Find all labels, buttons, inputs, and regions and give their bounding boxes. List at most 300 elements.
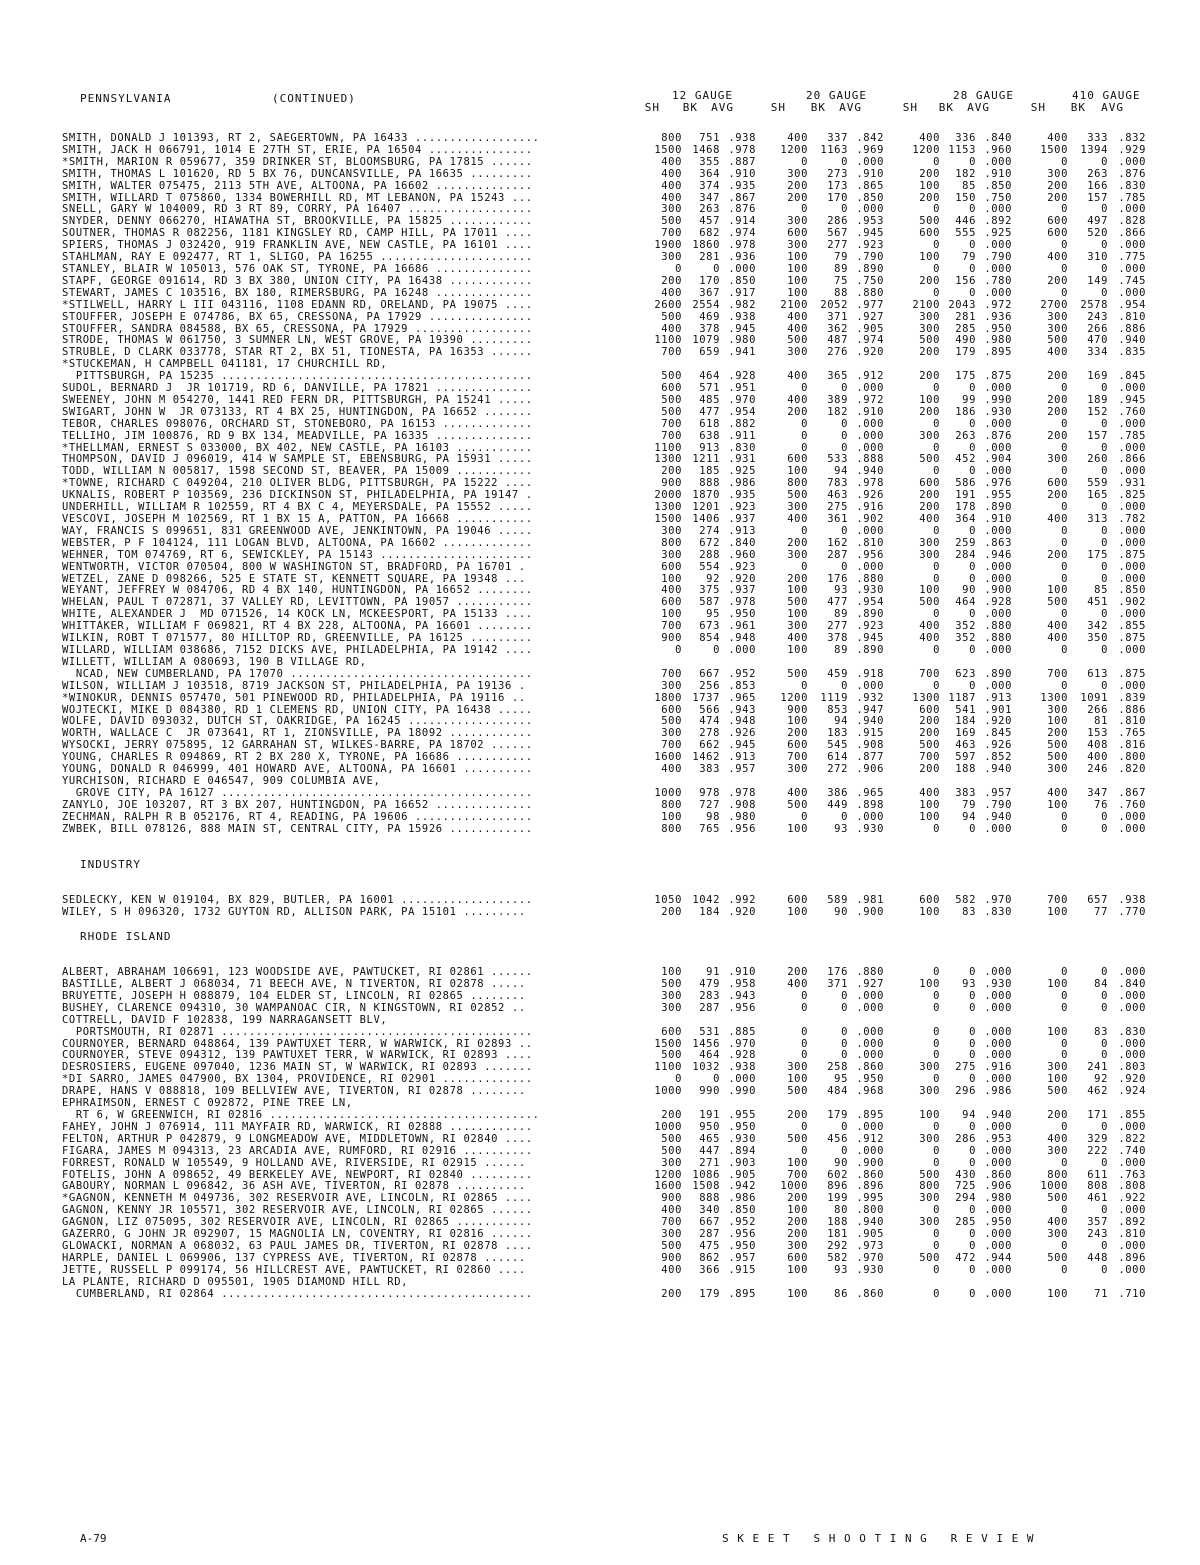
bk-cell: 487 bbox=[827, 335, 848, 347]
bk-cell: 0 bbox=[1101, 1157, 1108, 1169]
avg-cell: .000 bbox=[728, 263, 756, 275]
table-row bbox=[62, 157, 1146, 169]
sh-cell: 700 bbox=[661, 621, 682, 633]
bk-cell: 93 bbox=[834, 823, 848, 835]
bk-cell: 0 bbox=[841, 418, 848, 430]
sh-cell: 500 bbox=[787, 490, 808, 502]
table-row bbox=[62, 1003, 1146, 1015]
sh-cell: 0 bbox=[801, 811, 808, 823]
bk-cell: 0 bbox=[969, 823, 976, 835]
table-row bbox=[62, 740, 1146, 752]
avg-cell: .910 bbox=[728, 967, 756, 979]
sh-cell: 2100 bbox=[912, 299, 940, 311]
bk-cell: 725 bbox=[955, 1181, 976, 1193]
avg-cell: .765 bbox=[1118, 728, 1146, 740]
bk-cell: 469 bbox=[699, 311, 720, 323]
sh-cell: 300 bbox=[919, 1193, 940, 1205]
sh-cell: 0 bbox=[801, 990, 808, 1002]
bk-cell: 1079 bbox=[692, 335, 720, 347]
bk-cell: 0 bbox=[1101, 263, 1108, 275]
avg-cell: .913 bbox=[728, 525, 756, 537]
bk-cell: 497 bbox=[1087, 216, 1108, 228]
bk-cell: 378 bbox=[699, 323, 720, 335]
bk-cell: 278 bbox=[699, 728, 720, 740]
sh-cell: 200 bbox=[919, 192, 940, 204]
avg-cell: .990 bbox=[984, 394, 1012, 406]
avg-cell: .785 bbox=[1118, 192, 1146, 204]
sh-cell: 800 bbox=[787, 478, 808, 490]
bk-cell: 0 bbox=[1101, 240, 1108, 252]
table-row bbox=[62, 574, 1146, 586]
bk-cell: 364 bbox=[699, 168, 720, 180]
sh-cell: 0 bbox=[1061, 1240, 1068, 1252]
avg-cell: .926 bbox=[728, 728, 756, 740]
sh-cell: 0 bbox=[933, 1002, 940, 1014]
sh-cell: 200 bbox=[661, 907, 682, 919]
sh-cell: 700 bbox=[661, 418, 682, 430]
avg-cell: .908 bbox=[728, 799, 756, 811]
shooter-entry: DRAPE, HANS V 088818, 109 BELLVIEW AVE, TIVERTON, RI 02878 ........ bbox=[62, 1086, 526, 1098]
shooter-entry: *THELLMAN, ERNEST S 033000, BX 402, NEW CASTLE, PA 16103 ........... bbox=[62, 442, 533, 454]
sh-cell: 600 bbox=[919, 704, 940, 716]
sh-cell: 500 bbox=[661, 1240, 682, 1252]
avg-cell: .896 bbox=[1118, 1252, 1146, 1264]
sh-cell: 0 bbox=[801, 1050, 808, 1062]
avg-cell: .914 bbox=[728, 216, 756, 228]
table-row bbox=[62, 514, 1146, 526]
avg-cell: .850 bbox=[1118, 585, 1146, 597]
shooter-entry: SUDOL, BERNARD J JR 101719, RD 6, DANVILLE, PA 17821 .............. bbox=[62, 383, 533, 395]
sh-cell: 400 bbox=[1047, 514, 1068, 525]
bk-cell: 281 bbox=[699, 252, 720, 264]
avg-cell: .910 bbox=[984, 168, 1012, 180]
bk-cell: 342 bbox=[1087, 621, 1108, 633]
shooter-entry: PORTSMOUTH, RI 02871 ............................................. bbox=[62, 1026, 533, 1038]
bk-cell: 183 bbox=[827, 728, 848, 740]
shooter-entry: TEBOR, CHARLES 098076, ORCHARD ST, STONEBORO, PA 16153 ............. bbox=[62, 418, 533, 430]
bk-cell: 1032 bbox=[692, 1062, 720, 1074]
bk-cell: 90 bbox=[834, 1157, 848, 1169]
bk-cell: 170 bbox=[827, 192, 848, 204]
shooter-entry: *STILWELL, HARRY L III 043116, 1108 EDANN RD, ORELAND, PA 19075 .... bbox=[62, 299, 533, 311]
sh-cell: 0 bbox=[1061, 680, 1068, 692]
shooter-entry: DESROSIERS, EUGENE 097040, 1236 MAIN ST, W WARWICK, RI 02893 ....... bbox=[62, 1062, 533, 1074]
bk-cell: 383 bbox=[955, 787, 976, 799]
bk-cell: 0 bbox=[969, 1264, 976, 1276]
bk-cell: 475 bbox=[699, 1240, 720, 1252]
sh-cell: 1500 bbox=[654, 144, 682, 156]
bk-cell: 357 bbox=[1087, 1217, 1108, 1229]
table-row bbox=[62, 812, 1146, 824]
bk-cell: 176 bbox=[827, 573, 848, 585]
bk-cell: 485 bbox=[699, 394, 720, 406]
sh-cell: 300 bbox=[1047, 1062, 1068, 1074]
sh-cell: 700 bbox=[661, 430, 682, 442]
sh-cell: 0 bbox=[801, 156, 808, 168]
shooter-entry: WYSOCKI, JERRY 075895, 12 GARRAHAN ST, WILKES-BARRE, PA 18702 ...... bbox=[62, 740, 533, 752]
shooter-entry: STRUBLE, D CLARK 033778, STAR RT 2, BX 51, TIONESTA, PA 16353 ...... bbox=[62, 347, 533, 359]
bk-cell: 0 bbox=[969, 990, 976, 1002]
sh-cell: 1500 bbox=[1040, 144, 1068, 156]
avg-cell: .972 bbox=[856, 394, 884, 406]
avg-cell: .000 bbox=[1118, 1121, 1146, 1133]
avg-cell: .943 bbox=[728, 704, 756, 716]
avg-cell: .000 bbox=[856, 418, 884, 430]
shooter-entry: SPIERS, THOMAS J 032420, 919 FRANKLIN AVE, NEW CASTLE, PA 16101 .... bbox=[62, 240, 533, 252]
sh-cell: 500 bbox=[919, 335, 940, 347]
sh-cell: 100 bbox=[661, 811, 682, 823]
bk-cell: 1042 bbox=[692, 895, 720, 907]
avg-cell: .950 bbox=[728, 609, 756, 621]
avg-cell: .880 bbox=[856, 573, 884, 585]
bk-cell: 0 bbox=[1101, 418, 1108, 430]
bk-cell: 0 bbox=[713, 644, 720, 656]
sh-cell: 0 bbox=[801, 1145, 808, 1157]
avg-cell: .951 bbox=[728, 383, 756, 395]
avg-cell: .000 bbox=[856, 430, 884, 442]
avg-cell: .927 bbox=[856, 311, 884, 323]
avg-cell: .950 bbox=[856, 1074, 884, 1086]
sh-cell: 2100 bbox=[780, 299, 808, 311]
bk-cell: 0 bbox=[969, 418, 976, 430]
bk-cell: 0 bbox=[969, 240, 976, 252]
avg-cell: .000 bbox=[1118, 287, 1146, 299]
sh-cell: 0 bbox=[1061, 287, 1068, 299]
avg-cell: .880 bbox=[984, 633, 1012, 645]
bk-cell: 0 bbox=[1101, 1240, 1108, 1252]
bk-cell: 0 bbox=[969, 466, 976, 478]
avg-cell: .978 bbox=[856, 478, 884, 490]
shooter-entry: WAY, FRANCIS S 099651, 831 GREENWOOD AVE, JENKINTOWN, PA 19046 ..... bbox=[62, 525, 533, 537]
avg-cell: .950 bbox=[984, 1217, 1012, 1229]
avg-cell: .978 bbox=[728, 787, 756, 799]
avg-cell: .954 bbox=[856, 597, 884, 609]
sh-cell: 300 bbox=[919, 323, 940, 335]
bk-cell: 452 bbox=[955, 454, 976, 466]
sh-cell: 300 bbox=[919, 1086, 940, 1098]
table-row bbox=[62, 228, 1146, 240]
avg-cell: .944 bbox=[984, 1252, 1012, 1264]
bk-cell: 0 bbox=[969, 609, 976, 621]
bk-cell: 79 bbox=[962, 252, 976, 264]
bk-cell: 2554 bbox=[692, 299, 720, 311]
bk-cell: 175 bbox=[955, 371, 976, 383]
bk-cell: 0 bbox=[841, 1002, 848, 1014]
avg-cell: .956 bbox=[728, 1229, 756, 1241]
bk-cell: 347 bbox=[1087, 787, 1108, 799]
sh-cell: 500 bbox=[1047, 1252, 1068, 1264]
bk-cell: 474 bbox=[699, 716, 720, 728]
avg-cell: .935 bbox=[728, 490, 756, 502]
bk-cell: 188 bbox=[827, 1217, 848, 1229]
bk-cell: 77 bbox=[1094, 907, 1108, 919]
bk-cell: 566 bbox=[699, 704, 720, 716]
bk-cell: 0 bbox=[841, 1050, 848, 1062]
avg-cell: .000 bbox=[984, 466, 1012, 478]
sh-cell: 300 bbox=[919, 430, 940, 442]
bk-cell: 0 bbox=[841, 561, 848, 573]
shooter-entry: WILLETT, WILLIAM A 080693, 190 B VILLAGE RD, bbox=[62, 656, 367, 668]
avg-cell: .965 bbox=[856, 787, 884, 799]
avg-cell: .910 bbox=[728, 168, 756, 180]
sh-cell: 400 bbox=[661, 1205, 682, 1217]
avg-cell: .926 bbox=[984, 740, 1012, 752]
sh-cell: 0 bbox=[933, 442, 940, 454]
bk-cell: 896 bbox=[827, 1181, 848, 1193]
avg-cell: .820 bbox=[1118, 764, 1146, 776]
bk-cell: 93 bbox=[962, 979, 976, 990]
avg-cell: .925 bbox=[728, 466, 756, 478]
sh-cell: 700 bbox=[661, 347, 682, 359]
sh-cell: 300 bbox=[919, 1217, 940, 1229]
bk-cell: 179 bbox=[699, 1288, 720, 1300]
sh-cell: 100 bbox=[787, 907, 808, 919]
avg-cell: .953 bbox=[984, 1133, 1012, 1145]
avg-cell: .886 bbox=[1118, 704, 1146, 716]
table-row bbox=[62, 907, 1146, 919]
shooter-entry: ZWBEK, BILL 078126, 888 MAIN ST, CENTRAL CITY, PA 15926 ............ bbox=[62, 823, 533, 835]
bk-cell: 586 bbox=[955, 478, 976, 490]
bk-cell: 682 bbox=[699, 228, 720, 240]
sh-cell: 400 bbox=[1047, 252, 1068, 264]
sh-cell: 0 bbox=[1061, 537, 1068, 549]
sh-cell: 600 bbox=[787, 228, 808, 240]
shooter-entry: FORREST, RONALD W 105549, 9 HOLLAND AVE, RIVERSIDE, RI 02915 ...... bbox=[62, 1157, 526, 1169]
avg-cell: .000 bbox=[1118, 644, 1146, 656]
avg-cell: .000 bbox=[1118, 1002, 1146, 1014]
avg-cell: .976 bbox=[984, 478, 1012, 490]
table-row bbox=[62, 1134, 1146, 1146]
shooter-entry: WILEY, S H 096320, 1732 GUYTON RD, ALLISON PARK, PA 15101 ......... bbox=[62, 907, 526, 919]
shooter-entry: SMITH, DONALD J 101393, RT 2, SAEGERTOWN, PA 16433 .................. bbox=[62, 133, 540, 144]
avg-cell: .890 bbox=[984, 502, 1012, 514]
sh-cell: 100 bbox=[787, 1264, 808, 1276]
sh-cell: 0 bbox=[801, 442, 808, 454]
avg-cell: .995 bbox=[856, 1193, 884, 1205]
bk-cell: 296 bbox=[955, 1086, 976, 1098]
bk-cell: 1163 bbox=[820, 144, 848, 156]
sh-cell: 600 bbox=[661, 704, 682, 716]
avg-cell: .810 bbox=[1118, 716, 1146, 728]
bk-cell: 463 bbox=[827, 490, 848, 502]
sh-cell: 200 bbox=[661, 1109, 682, 1121]
sh-cell: 700 bbox=[919, 668, 940, 680]
sh-cell: 0 bbox=[933, 1205, 940, 1217]
avg-cell: .866 bbox=[1118, 454, 1146, 466]
bk-cell: 95 bbox=[834, 1074, 848, 1086]
avg-cell: .000 bbox=[1118, 1050, 1146, 1062]
sh-cell: 1000 bbox=[780, 1181, 808, 1193]
avg-cell: .970 bbox=[984, 895, 1012, 907]
avg-cell: .000 bbox=[984, 680, 1012, 692]
bk-cell: 152 bbox=[1087, 406, 1108, 418]
avg-cell: .000 bbox=[984, 156, 1012, 168]
sh-cell: 200 bbox=[1047, 180, 1068, 192]
bk-cell: 0 bbox=[1101, 156, 1108, 168]
avg-cell: .000 bbox=[984, 1145, 1012, 1157]
bk-cell: 271 bbox=[699, 1157, 720, 1169]
shooter-entry: GLOWACKI, NORMAN A 068032, 63 PAUL JAMES DR, TIVERTON, RI 02878 .... bbox=[62, 1240, 533, 1252]
avg-cell: .830 bbox=[984, 907, 1012, 919]
table-row bbox=[62, 145, 1146, 157]
bk-cell: 463 bbox=[955, 740, 976, 752]
sh-cell: 1300 bbox=[654, 502, 682, 514]
sh-cell: 300 bbox=[661, 525, 682, 537]
bk-cell: 71 bbox=[1094, 1288, 1108, 1300]
bk-cell: 611 bbox=[1087, 1169, 1108, 1181]
bk-cell: 531 bbox=[699, 1026, 720, 1038]
avg-cell: .982 bbox=[728, 299, 756, 311]
avg-cell: .000 bbox=[984, 1229, 1012, 1241]
bk-cell: 672 bbox=[699, 537, 720, 549]
avg-cell: .000 bbox=[1118, 811, 1146, 823]
avg-cell: .910 bbox=[984, 514, 1012, 525]
sh-cell: 1050 bbox=[654, 895, 682, 907]
sh-cell: 0 bbox=[1061, 1002, 1068, 1014]
bk-cell: 662 bbox=[699, 740, 720, 752]
bk-cell: 95 bbox=[706, 609, 720, 621]
bk-cell: 618 bbox=[699, 418, 720, 430]
table-row bbox=[62, 1050, 1146, 1062]
table-row bbox=[62, 1229, 1146, 1241]
shooter-entry: THOMPSON, DAVID J 096019, 414 W SAMPLE ST, EBENSBURG, PA 15931 ..... bbox=[62, 454, 533, 466]
table-row bbox=[62, 705, 1146, 717]
sh-cell: 100 bbox=[787, 252, 808, 264]
avg-cell: .954 bbox=[1118, 299, 1146, 311]
avg-cell: .930 bbox=[984, 979, 1012, 990]
shooter-entry: *GAGNON, KENNETH M 049736, 302 RESERVOIR AVE, LINCOLN, RI 02865 .... bbox=[62, 1193, 533, 1205]
shooter-entry: WEHNER, TOM 074769, RT 6, SEWICKLEY, PA 15143 ...................... bbox=[62, 549, 533, 561]
table-row bbox=[62, 1015, 1146, 1027]
bk-cell: 276 bbox=[827, 347, 848, 359]
bk-cell: 0 bbox=[969, 1240, 976, 1252]
avg-cell: .830 bbox=[728, 442, 756, 454]
bk-cell: 273 bbox=[827, 168, 848, 180]
avg-cell: .877 bbox=[856, 752, 884, 764]
shooter-entry: GAZERRO, G JOHN JR 092907, 15 MAGNOLIA LN, COVENTRY, RI 02816 ...... bbox=[62, 1229, 533, 1241]
sh-cell: 0 bbox=[801, 383, 808, 395]
sh-cell: 2600 bbox=[654, 299, 682, 311]
avg-cell: .850 bbox=[856, 192, 884, 204]
bk-cell: 162 bbox=[827, 537, 848, 549]
sh-cell: 0 bbox=[1061, 561, 1068, 573]
column-header-sh: SH bbox=[1030, 101, 1046, 114]
sh-cell: 200 bbox=[919, 406, 940, 418]
sh-cell: 300 bbox=[919, 549, 940, 561]
shooter-entry: YURCHISON, RICHARD E 046547, 909 COLUMBIA AVE, bbox=[62, 775, 381, 787]
avg-cell: .000 bbox=[1118, 1205, 1146, 1217]
avg-cell: .924 bbox=[1118, 1086, 1146, 1098]
shooter-entry: SMITH, JACK H 066791, 1014 E 27TH ST, ERIE, PA 16504 ............... bbox=[62, 144, 533, 156]
bk-cell: 367 bbox=[699, 287, 720, 299]
avg-cell: .922 bbox=[1118, 1193, 1146, 1205]
shooter-entry: GABOURY, NORMAN L 096842, 36 ASH AVE, TIVERTON, RI 02878 .......... bbox=[62, 1181, 526, 1193]
sh-cell: 1300 bbox=[654, 454, 682, 466]
avg-cell: .905 bbox=[856, 323, 884, 335]
sh-cell: 600 bbox=[661, 561, 682, 573]
shooter-entry: COURNOYER, BERNARD 048864, 139 PAWTUXET TERR, W WARWICK, RI 02893 .. bbox=[62, 1038, 533, 1050]
shooter-entry: WILKIN, ROBT T 071577, 80 HILLTOP RD, GREENVILLE, PA 16125 ......... bbox=[62, 633, 533, 645]
sh-cell: 400 bbox=[787, 133, 808, 144]
avg-cell: .810 bbox=[1118, 1229, 1146, 1241]
sh-cell: 600 bbox=[787, 454, 808, 466]
avg-cell: .895 bbox=[984, 347, 1012, 359]
avg-cell: .875 bbox=[984, 371, 1012, 383]
sh-cell: 0 bbox=[933, 1288, 940, 1300]
avg-cell: .860 bbox=[984, 1169, 1012, 1181]
sh-cell: 0 bbox=[933, 418, 940, 430]
bk-cell: 472 bbox=[955, 1252, 976, 1264]
sh-cell: 800 bbox=[661, 133, 682, 144]
table-row bbox=[62, 693, 1146, 705]
shooter-entry: *TOWNE, RICHARD C 049204, 210 OLIVER BLDG, PITTSBURGH, PA 15222 .... bbox=[62, 478, 533, 490]
sh-cell: 500 bbox=[919, 454, 940, 466]
bk-cell: 272 bbox=[827, 764, 848, 776]
gauge-heading-12: 12 GAUGE bbox=[672, 89, 733, 102]
bk-cell: 0 bbox=[1101, 537, 1108, 549]
avg-cell: .980 bbox=[728, 811, 756, 823]
sh-cell: 100 bbox=[787, 823, 808, 835]
state-heading: PENNSYLVANIA bbox=[80, 92, 172, 105]
avg-cell: .956 bbox=[728, 1002, 756, 1014]
table-row bbox=[62, 824, 1146, 836]
bk-cell: 0 bbox=[969, 1145, 976, 1157]
avg-cell: .000 bbox=[856, 1145, 884, 1157]
bk-cell: 79 bbox=[834, 252, 848, 264]
bk-cell: 310 bbox=[1087, 252, 1108, 264]
gauge-heading-20: 20 GAUGE bbox=[806, 89, 867, 102]
table-row bbox=[62, 395, 1146, 407]
avg-cell: .770 bbox=[1118, 907, 1146, 919]
bk-cell: 765 bbox=[699, 823, 720, 835]
sh-cell: 0 bbox=[933, 1038, 940, 1050]
sh-cell: 200 bbox=[787, 537, 808, 549]
avg-cell: .912 bbox=[856, 371, 884, 383]
sh-cell: 0 bbox=[933, 967, 940, 979]
sh-cell: 900 bbox=[661, 633, 682, 645]
sh-cell: 100 bbox=[787, 716, 808, 728]
table-row bbox=[62, 312, 1146, 324]
table-row bbox=[62, 1241, 1146, 1253]
bk-cell: 365 bbox=[827, 371, 848, 383]
avg-cell: .000 bbox=[1118, 537, 1146, 549]
sh-cell: 0 bbox=[933, 1229, 940, 1241]
bk-cell: 266 bbox=[1087, 323, 1108, 335]
sh-cell: 0 bbox=[1061, 156, 1068, 168]
avg-cell: .000 bbox=[1118, 573, 1146, 585]
sh-cell: 200 bbox=[1047, 728, 1068, 740]
avg-cell: .917 bbox=[728, 287, 756, 299]
sh-cell: 300 bbox=[919, 311, 940, 323]
sh-cell: 200 bbox=[661, 275, 682, 287]
avg-cell: .890 bbox=[856, 263, 884, 275]
bk-cell: 0 bbox=[841, 156, 848, 168]
sh-cell: 200 bbox=[1047, 192, 1068, 204]
bk-cell: 157 bbox=[1087, 430, 1108, 442]
avg-cell: .000 bbox=[984, 561, 1012, 573]
sh-cell: 1300 bbox=[912, 692, 940, 704]
bk-cell: 181 bbox=[827, 1229, 848, 1241]
avg-cell: .940 bbox=[984, 764, 1012, 776]
bk-cell: 0 bbox=[1101, 990, 1108, 1002]
avg-cell: .915 bbox=[856, 728, 884, 740]
sh-cell: 400 bbox=[787, 633, 808, 645]
avg-cell: .970 bbox=[728, 394, 756, 406]
bk-cell: 171 bbox=[1087, 1109, 1108, 1121]
bk-cell: 667 bbox=[699, 1217, 720, 1229]
avg-cell: .000 bbox=[984, 1026, 1012, 1038]
avg-cell: .920 bbox=[728, 907, 756, 919]
